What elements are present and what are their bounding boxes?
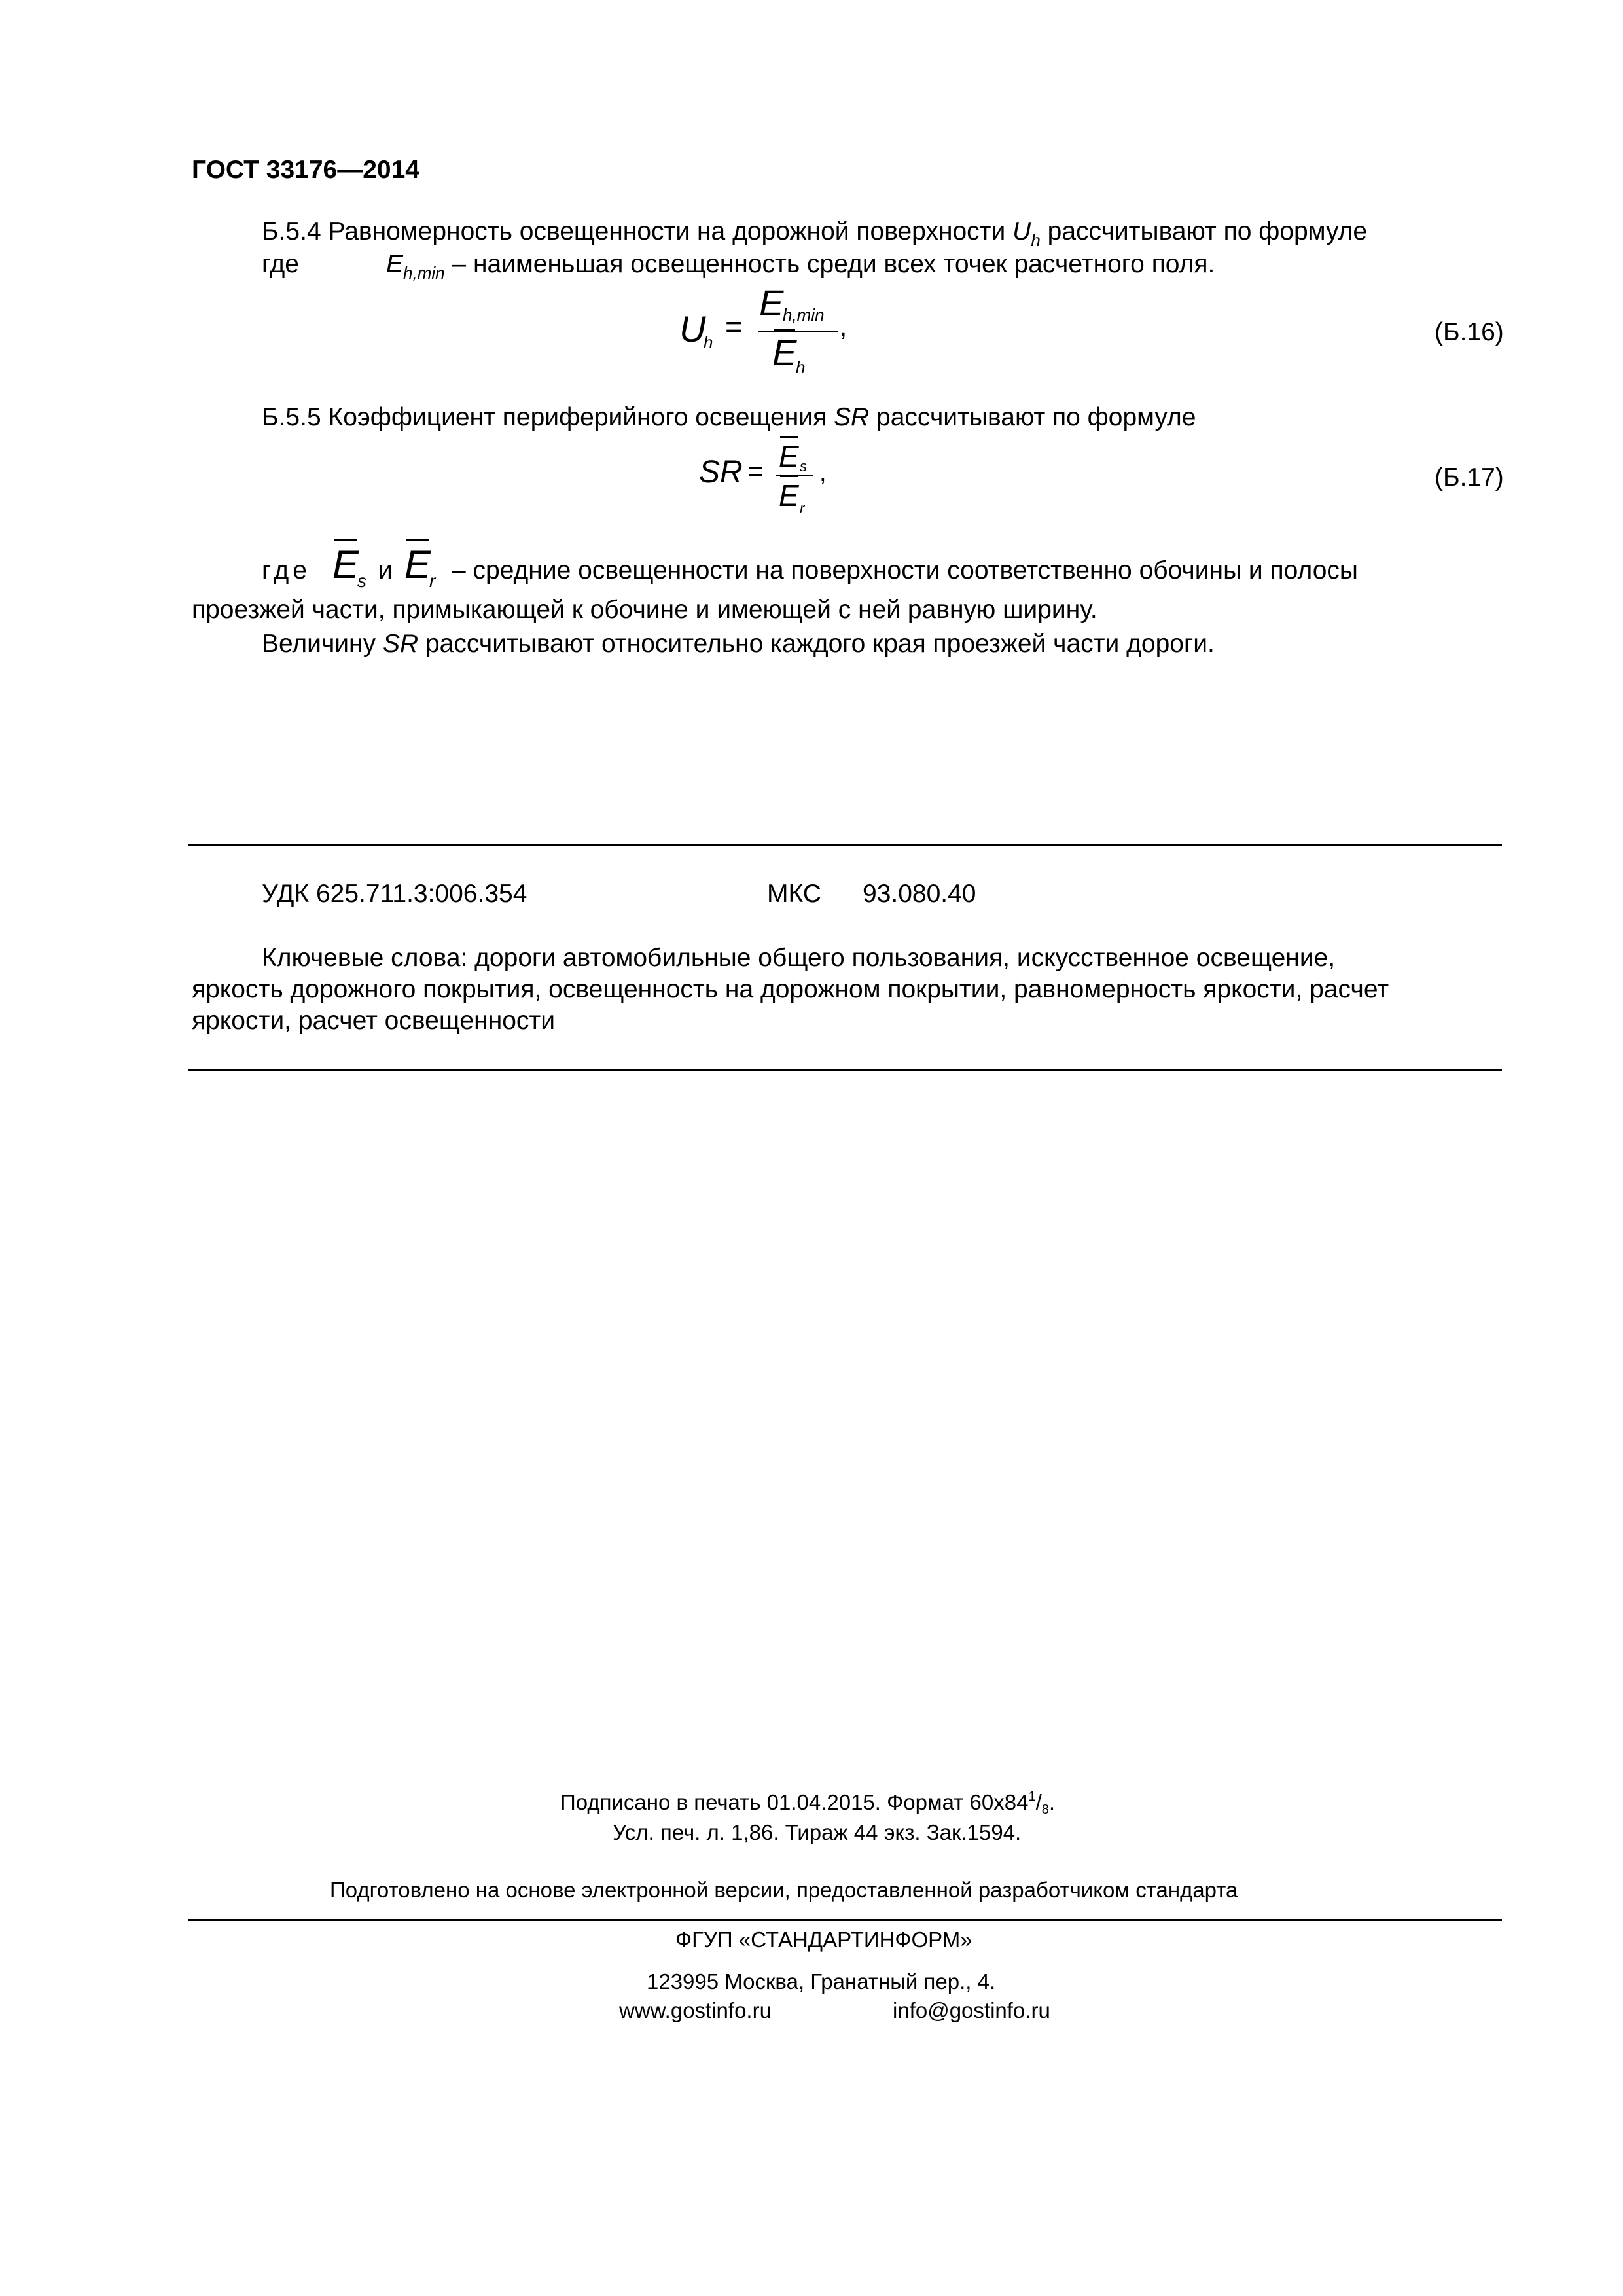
keywords-line-2: яркость дорожного покрытия, освещенность на дорожном покрытии, равномерность яркости, расчет (192, 975, 1389, 1003)
b55-where-es: E (332, 543, 359, 586)
b17-equation-number: (Б.17) (1435, 463, 1504, 492)
b54-where-def (386, 249, 1215, 282)
format-sup: 1 (1028, 1789, 1036, 1804)
keywords-line-1: Ключевые слова: дороги автомобильные общего пользования, искусственное освещение, (262, 944, 1336, 972)
b16-comma: , (840, 313, 847, 342)
b55-lead: Б.5.5 Коэффициент периферийного освещения (262, 403, 834, 431)
imprint-email[interactable]: info@gostinfo.ru (893, 1998, 1050, 2022)
paragraph-b55 (262, 402, 1196, 433)
b54-where-text: – наименьшая освещенность среди всех точек расчетного поля. (444, 250, 1215, 278)
b55-where-word: где (262, 556, 311, 584)
b16-equals: = (725, 310, 743, 344)
b54-var-sub: h (1031, 230, 1041, 250)
keywords-line-3: яркости, расчет освещенности (192, 1007, 556, 1035)
b54-where-sub: h,min (403, 263, 445, 283)
b16-numerator-sub: h,min (783, 305, 825, 325)
format-sub: 8 (1041, 1803, 1049, 1817)
b17-lhs: SR (699, 455, 743, 490)
b54-tail: рассчитывают по формуле (1040, 217, 1368, 245)
b55-where-and: и (378, 556, 393, 584)
imprint-website[interactable]: www.gostinfo.ru (619, 1998, 772, 2022)
b55-where-line1: – средние освещенности на поверхности соответственно обочины и полосы (452, 556, 1358, 584)
b17-numerator: E (779, 439, 799, 473)
b55-where-line2: проезжей части, примыкающей к обочине и имеющей с ней равную ширину. (192, 596, 1097, 624)
b55-note-lead: Величину (262, 630, 383, 658)
biblio-top-rule (188, 844, 1502, 846)
imprint-signed-text: Подписано в печать 01.04.2015. Формат 60x84 (560, 1790, 1029, 1814)
imprint-prepared: Подготовлено на основе электронной версии, предоставленной разработчиком стандарта (330, 1878, 1238, 1902)
udk-code: УДК 625.711.3:006.354 (262, 880, 527, 908)
b55-note (262, 628, 1215, 660)
b54-where-var: E (386, 250, 404, 278)
b16-lhs: U (679, 308, 706, 350)
imprint-print-info: Усл. печ. л. 1,86. Тираж 44 экз. Зак.1594. (613, 1820, 1022, 1844)
b55-note-var: SR (382, 630, 419, 658)
b55-where-er-sub: r (429, 571, 436, 591)
b16-denominator-sub: h (796, 357, 806, 377)
b54-var: U (1012, 217, 1031, 245)
document-header: ГОСТ 33176—2014 (192, 156, 419, 184)
b17-comma: , (819, 459, 827, 487)
paragraph-b54 (262, 216, 1367, 249)
b16-equation-number: (Б.16) (1435, 318, 1504, 346)
mks-label: МКС (767, 880, 821, 908)
b16-fraction-bar (758, 331, 838, 332)
b17-denominator-sub: r (800, 500, 805, 516)
b54-lead: Б.5.4 Равномерность освещенности на дорожной поверхности (262, 217, 1013, 245)
b54-where-word: где (262, 250, 299, 278)
b55-note-tail: рассчитывают относительно каждого края проезжей части дороги. (418, 630, 1215, 658)
b55-var: SR (834, 403, 870, 431)
b55-where-er: E (404, 543, 431, 586)
b17-denominator: E (779, 478, 799, 512)
imprint-rule (188, 1919, 1502, 1921)
b16-numerator: E (759, 282, 784, 323)
b55-where-es-sub: s (357, 571, 366, 591)
imprint-publisher: ФГУП «СТАНДАРТИНФОРМ» (675, 1928, 972, 1952)
biblio-bottom-rule (188, 1069, 1502, 1071)
mks-value: 93.080.40 (863, 880, 976, 908)
b55-tail: рассчитывают по формуле (869, 403, 1196, 431)
b17-numerator-sub: s (800, 458, 807, 475)
b16-denominator: E (772, 332, 797, 373)
imprint-signed: Подписано в печать 01.04.2015. Формат $60x84^1/8$. (560, 1789, 1056, 1817)
imprint-address: 123995 Москва, Гранатный пер., 4. (647, 1969, 996, 1994)
b16-lhs-sub: h (704, 332, 713, 352)
b17-equals: = (747, 456, 764, 486)
